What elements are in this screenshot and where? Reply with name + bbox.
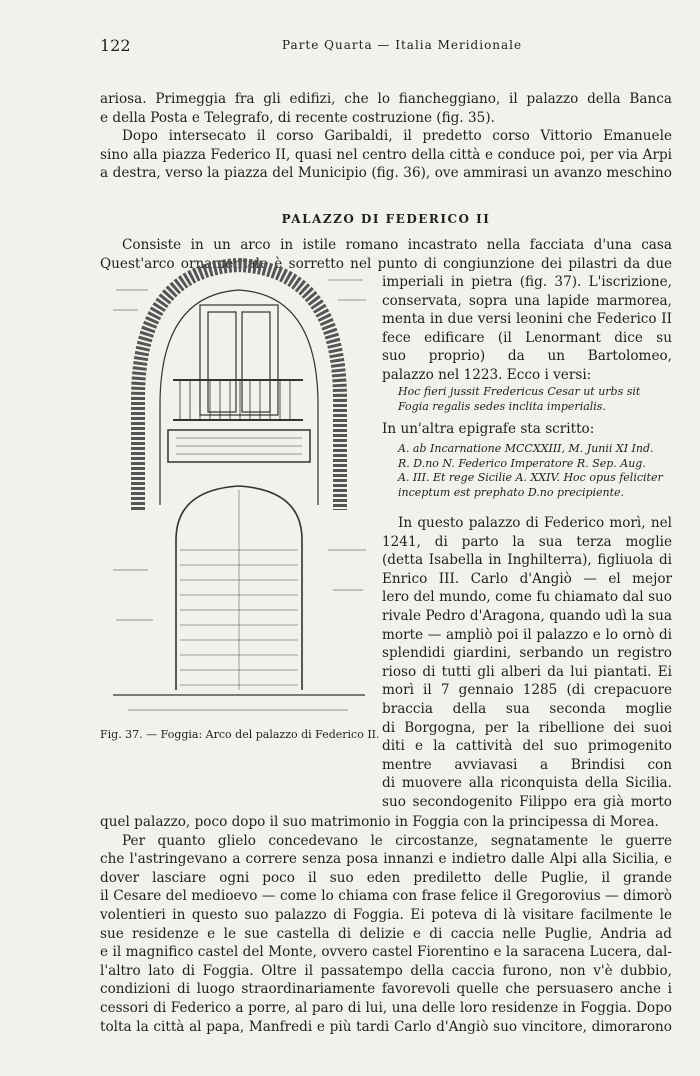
text-line: rioso di tutti gli alberi da lui piantati. Ei xyxy=(382,663,672,680)
epigraph-line: A. III. Et rege Sicilie A. XXIV. Hoc opus feliciter xyxy=(398,471,663,484)
text-line: (detta Isabella in Inghilterra), figliuola di xyxy=(382,552,672,569)
right-column-2 xyxy=(382,514,672,812)
arch-illustration xyxy=(108,250,370,720)
verse-line: Hoc fieri jussit Fredericus Cesar ut urbs sit xyxy=(398,385,641,398)
text-line: mentre avviavasi a Brindisi con xyxy=(382,756,672,773)
text-line: braccia della sua seconda moglie xyxy=(382,700,672,717)
text-line: fece edificare (il Lenormant dice su xyxy=(382,329,672,346)
text-line: Per quanto glielo concedevano le circostanze, segnatamente le guerre xyxy=(122,832,672,849)
text-line: condizioni di luogo straordinariamente favorevoli quelle che persuasero anche i xyxy=(100,981,672,998)
text-line: sino alla piazza Federico II, quasi nel centro della città e conduce poi, per via Arpi xyxy=(100,146,672,163)
page-header xyxy=(100,36,670,58)
text-line: imperiali in pietra (fig. 37). L'iscrizione, xyxy=(382,274,672,290)
right-column xyxy=(382,273,672,384)
text-line: diti e la cattività del suo primogenito xyxy=(382,738,672,755)
text-line: l'altro lato di Foggia. Oltre il passatempo della caccia furono, non v'è dubbio, xyxy=(100,962,672,979)
text-line: a destra, verso la piazza del Municipio (fig. 36), ove ammirasi un avanzo meschino xyxy=(100,165,672,181)
top-text xyxy=(100,90,672,183)
text-line: e il magnifico castel del Monte, ovvero castel Fiorentino e la saracena Lucera, dal- xyxy=(100,944,672,961)
text-line: lero del mundo, come fu chiamato dal suo xyxy=(382,589,672,606)
text-line: dover lasciare ogni poco il suo eden prediletto delle Puglie, il grande xyxy=(100,869,672,886)
text-line: e della Posta e Telegrafo, di recente costruzione (fig. 35). xyxy=(100,109,495,126)
text-line: tolta la città al papa, Manfredi e più tardi Carlo d'Angiò suo vincitore, dimorarono xyxy=(100,1018,672,1035)
text-line: Consiste in un arco in istile romano incastrato nella facciata d'una casa xyxy=(122,237,672,253)
bottom-text xyxy=(100,813,672,1036)
text-line: morte — ampliò poi il palazzo e lo ornò di xyxy=(382,626,672,643)
epigraph-line: inceptum est prephato D.no precipiente. xyxy=(398,485,625,499)
text-line: quel palazzo, poco dopo il suo matrimonio in Foggia con la principessa di Morea. xyxy=(100,814,659,830)
text-line: cessori di Federico a porre, al paro di lui, una delle loro residenze in Foggia. Dopo xyxy=(100,999,672,1016)
text-line: conservata, sopra una lapide marmorea, xyxy=(382,292,672,309)
text-line: menta in due versi leonini che Federico II xyxy=(382,311,672,327)
section-title: PALAZZO DI FEDERICO II xyxy=(281,212,491,226)
page-number: 122 xyxy=(100,36,131,55)
text-line: rivale Pedro d'Aragona, quando udì la sua xyxy=(382,607,672,624)
epigraph-intro: In un'altra epigrafe sta scritto: xyxy=(382,421,595,437)
running-head: Parte Quarta — Italia Meridionale xyxy=(282,38,523,52)
verse-line: Fogia regalis sedes inclita imperialis. xyxy=(398,399,606,413)
epigraph-line: R. D.no N. Federico Imperatore R. Sep. Aug. xyxy=(398,456,646,470)
text-line: di muovere alla riconquista della Sicilia. xyxy=(382,775,672,792)
text-line: 1241, di parto la sua terza moglie xyxy=(382,533,672,550)
text-line: suo proprio) da un Bartolomeo, xyxy=(382,348,672,364)
text-line: che l'astringevano a correre senza posa innanzi e indietro dalle Alpi alla Sicilia, e xyxy=(100,851,672,868)
verse-quote xyxy=(398,385,670,414)
epigraph-quote xyxy=(398,442,670,500)
text-line: suo secondogenito Filippo era già morto xyxy=(382,793,672,810)
text-line: volentieri in questo suo palazzo di Foggia. Ei poteva di là visitare facilmente le xyxy=(100,906,672,923)
text-line: di Borgogna, per la ribellione dei suoi xyxy=(382,719,672,736)
text-line: il Cesare del medioevo — come lo chiama con frase felice il Gregorovius — dimorò xyxy=(100,888,672,905)
text-line: Enrico III. Carlo d'Angiò — el mejor xyxy=(382,570,672,587)
epigraph-line: A. ab Incarnatione MCCXXIII, M. Junii XI Ind. xyxy=(398,442,654,455)
text-line: morì il 7 gennaio 1285 (di crepacuore xyxy=(382,682,672,699)
text-line: Quest'arco ornamentale è sorretto nel punto di congiunzione dei pilastri da due xyxy=(100,255,672,272)
text-line: palazzo nel 1223. Ecco i versi: xyxy=(382,366,592,383)
text-line: ariosa. Primeggia fra gli edifizi, che lo fiancheggiano, il palazzo della Banca xyxy=(100,91,672,107)
text-line: splendidi giardini, serbando un registro xyxy=(382,645,672,662)
figure-caption: Fig. 37. — Foggia: Arco del palazzo di Federico II. xyxy=(100,728,380,741)
text-line: Dopo intersecato il corso Garibaldi, il predetto corso Vittorio Emanuele xyxy=(122,128,672,144)
text-line: sue residenze e le sue castella di delizie e di caccia nelle Puglie, Andria ad xyxy=(100,925,672,942)
text-line: In questo palazzo di Federico morì, nel xyxy=(398,515,672,531)
